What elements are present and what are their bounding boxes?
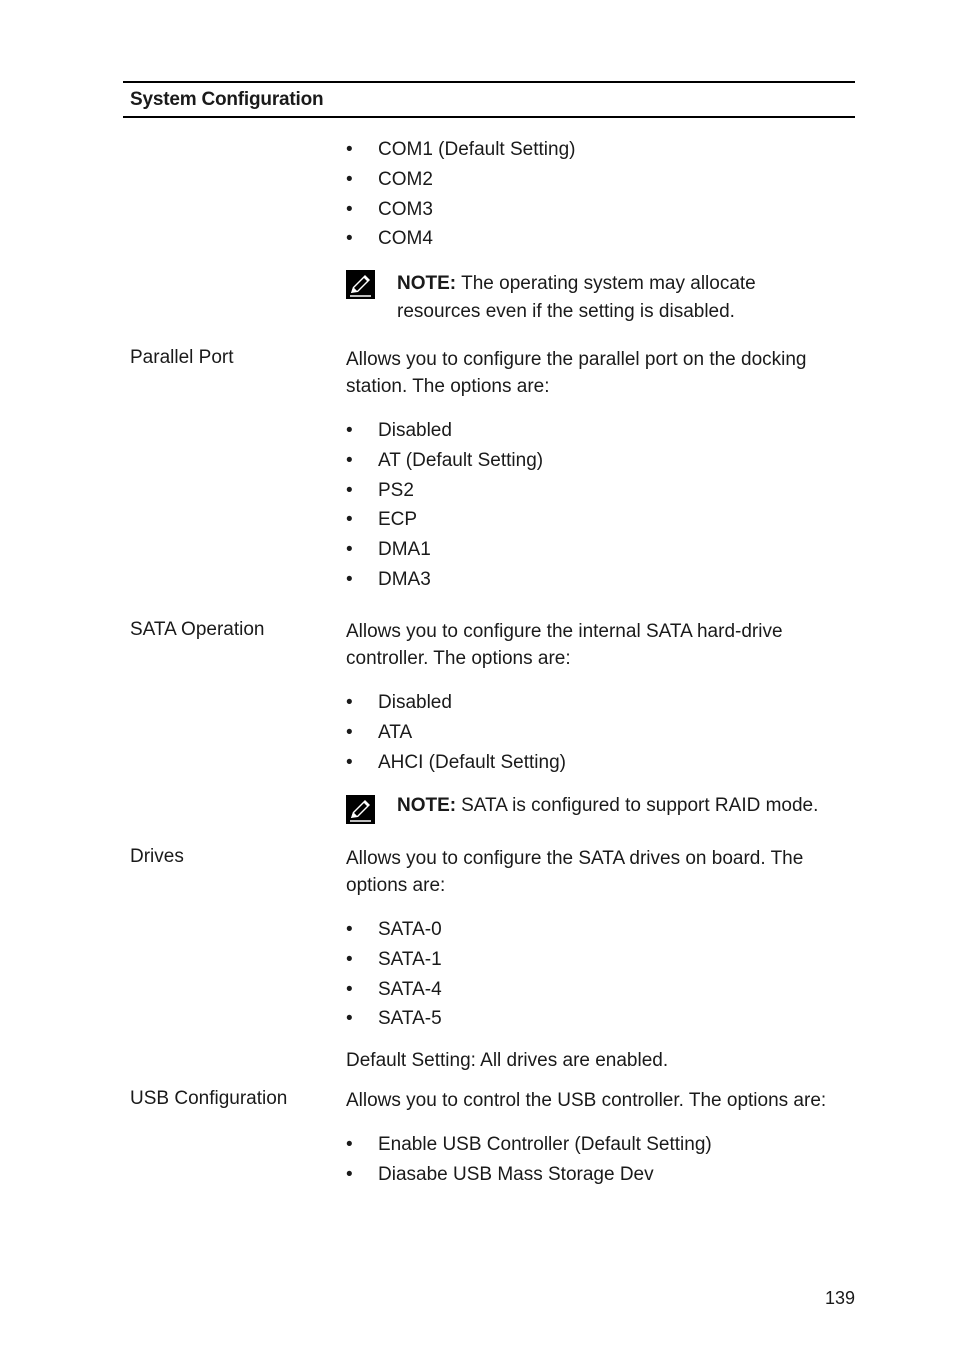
option-text: ATA: [378, 721, 413, 743]
option-text: SATA-0: [378, 919, 442, 940]
option-text: Enable USB Controller (Default Setting): [378, 1134, 712, 1155]
sata-operation-note: [346, 795, 836, 825]
option-text: DMA3: [378, 568, 431, 590]
list-item: [346, 224, 575, 254]
note-text: [397, 270, 837, 326]
bullet: •: [346, 978, 353, 1000]
bullet: •: [346, 168, 353, 190]
row-label-parallel-port: Parallel Port: [130, 347, 234, 368]
bullet: •: [346, 198, 353, 220]
note-body: The operating system may allocate resources even if the setting is disabled.: [397, 273, 756, 322]
list-item: [346, 535, 543, 565]
sata-operation-options-list: [346, 688, 566, 777]
list-item: [346, 688, 566, 718]
usb-configuration-options-list: [346, 1130, 712, 1190]
bullet: •: [346, 1008, 353, 1030]
list-item: [346, 476, 543, 506]
drives-default-setting: Default Setting: All drives are enabled.: [346, 1050, 669, 1071]
bullet: •: [346, 948, 353, 970]
option-text: COM2: [378, 168, 433, 190]
parallel-port-description: Allows you to configure the parallel port on the docking station. The options are:: [346, 349, 807, 397]
note-text: [397, 792, 837, 820]
option-text: COM3: [378, 198, 433, 220]
parallel-port-options-list: [346, 416, 543, 595]
list-item: [346, 945, 442, 975]
list-item: [346, 915, 442, 945]
option-text: SATA-1: [378, 948, 442, 970]
bullet: •: [346, 449, 353, 471]
option-text: AHCI (Default Setting): [378, 751, 566, 773]
bullet: •: [346, 751, 353, 773]
list-item: [346, 416, 543, 446]
option-text: SATA-5: [378, 1008, 442, 1030]
option-text: Disabled: [378, 692, 452, 713]
list-item: [346, 446, 543, 476]
note-label: NOTE:: [397, 273, 457, 294]
serial-port-options-list: [346, 135, 575, 254]
list-item: [346, 748, 566, 778]
page-number: 139: [824, 1288, 855, 1308]
usb-configuration-description: Allows you to control the USB controller. The options are:: [346, 1090, 827, 1111]
bullet: •: [346, 479, 353, 501]
option-text: Disabled: [378, 420, 452, 441]
bullet: •: [346, 228, 353, 250]
note-body: SATA is configured to support RAID mode.: [461, 795, 819, 816]
note-label: NOTE:: [397, 795, 457, 816]
bullet: •: [346, 420, 353, 441]
list-item: [346, 1160, 712, 1190]
bullet: •: [346, 568, 353, 590]
bullet: •: [346, 1163, 353, 1185]
bullet: •: [346, 539, 353, 561]
note-pencil-icon: [346, 270, 375, 299]
list-item: [346, 165, 575, 195]
drives-options-list: [346, 915, 442, 1034]
list-item: [346, 505, 543, 535]
table-header: [123, 81, 855, 118]
row-label-drives: Drives: [130, 846, 184, 867]
drives-description: Allows you to configure the SATA drives on board. The options are:: [346, 848, 804, 896]
list-item: [346, 975, 442, 1005]
bullet: •: [346, 1134, 353, 1155]
list-item: [346, 1130, 712, 1160]
serial-port-note: [346, 270, 836, 328]
bullet: •: [346, 692, 353, 713]
option-text: ECP: [378, 509, 418, 531]
table-header-title: System Configuration: [130, 89, 324, 110]
option-text: SATA-4: [378, 978, 442, 1000]
bullet: •: [346, 139, 353, 160]
bullet: •: [346, 721, 353, 743]
row-label-sata-operation: SATA Operation: [130, 619, 265, 640]
list-item: [346, 565, 543, 595]
sata-operation-description: Allows you to configure the internal SATA hard-drive controller. The options are:: [346, 621, 783, 669]
list-item: [346, 718, 566, 748]
note-pencil-icon: [346, 795, 375, 824]
option-text: Diasabe USB Mass Storage Dev: [378, 1163, 654, 1185]
list-item: [346, 1004, 442, 1034]
row-label-usb-configuration: USB Configuration: [130, 1088, 288, 1109]
option-text: PS2: [378, 479, 414, 501]
option-text: DMA1: [378, 539, 431, 561]
list-item: [346, 135, 575, 165]
option-text: AT (Default Setting): [378, 449, 544, 471]
bullet: •: [346, 509, 353, 531]
option-text: COM4: [378, 228, 433, 250]
list-item: [346, 195, 575, 225]
bullet: •: [346, 919, 353, 940]
option-text: COM1 (Default Setting): [378, 139, 576, 160]
